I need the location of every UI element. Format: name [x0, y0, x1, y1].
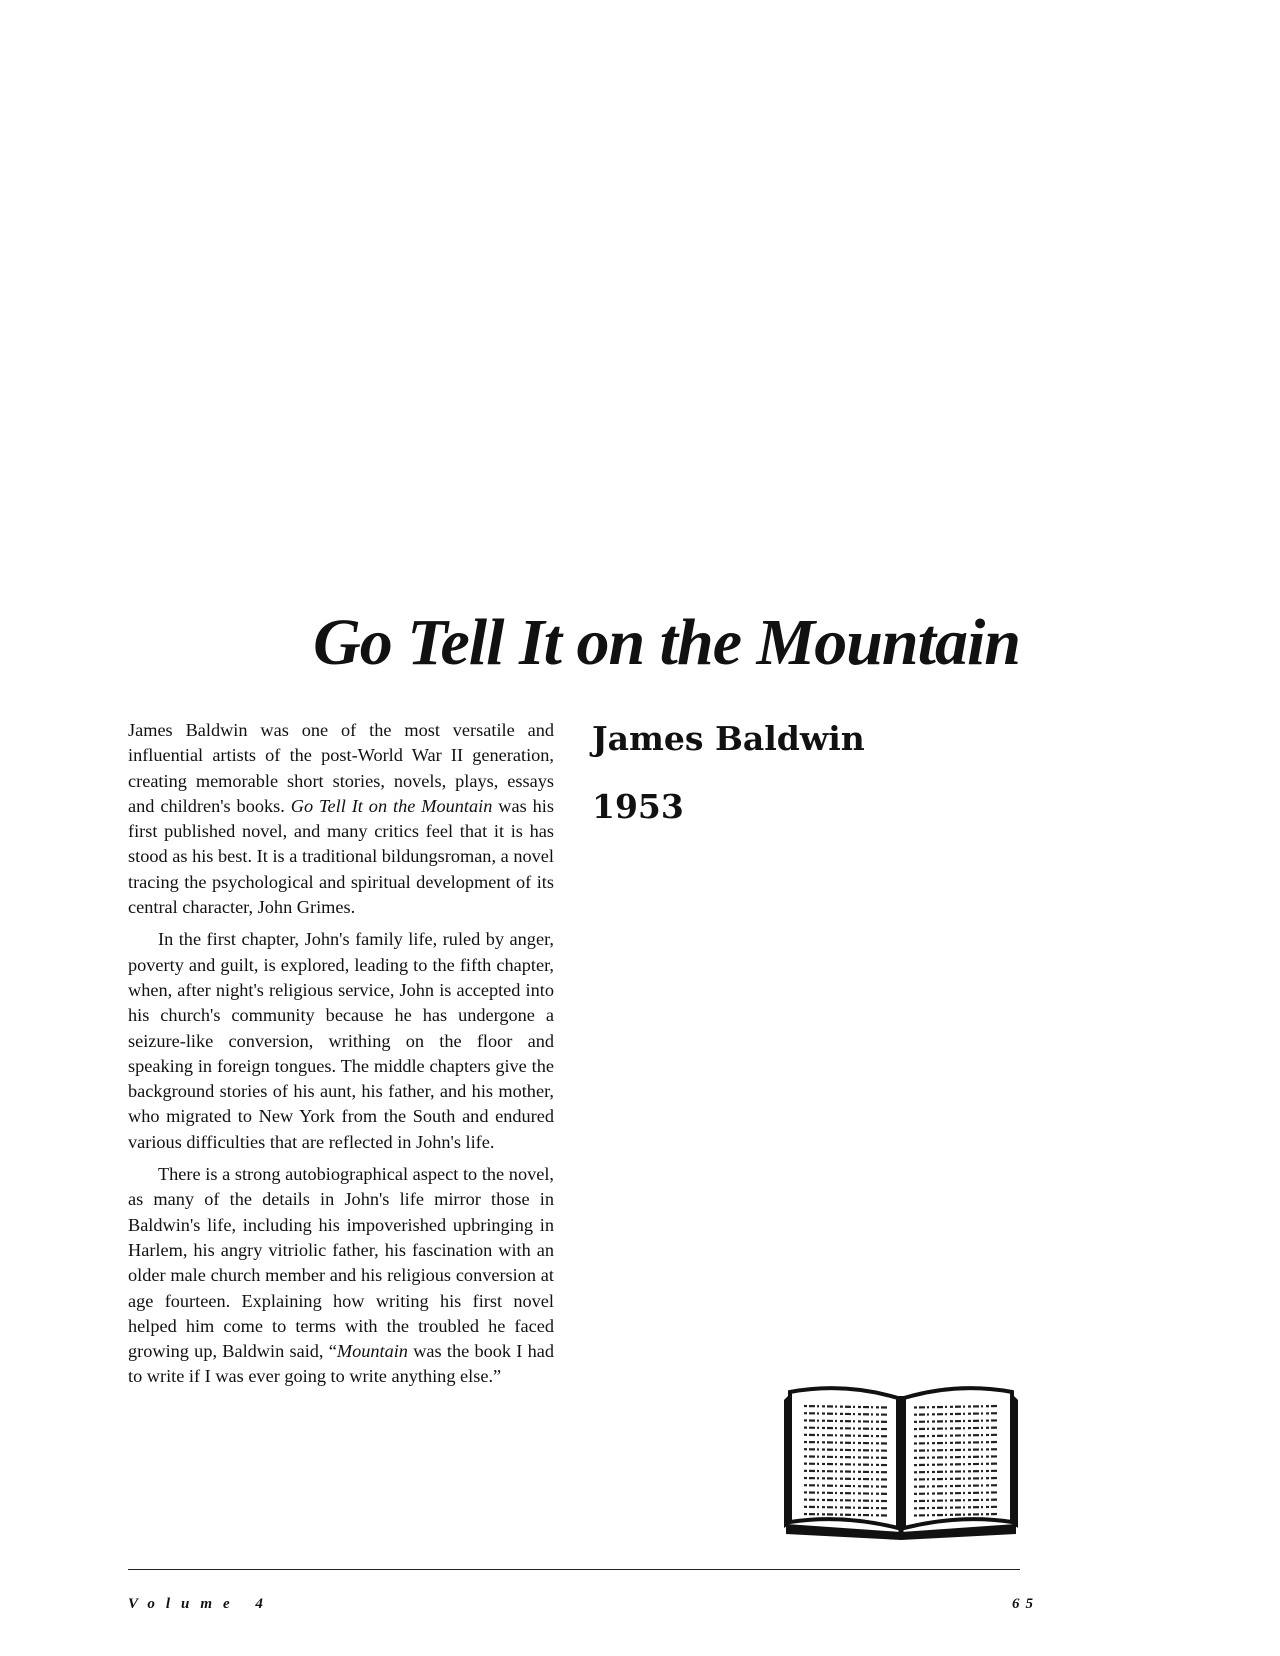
publication-year: 1953: [592, 787, 684, 826]
body-paragraph: [128, 1162, 554, 1390]
footer-divider: [128, 1569, 1020, 1570]
paragraph-text: There is a strong autobiographical aspect to the novel, as many of the details in John's life mirror those in Baldwin's life, including his impoverished upbringing in Harlem, his angry vitriolic father, his fascination with an older male church member and his religious conversion at age fourteen. Explaining how writing his first novel helped him come to terms with the troubled he faced growing up, Baldwin said, “: [128, 1164, 554, 1362]
footer-page-number: 65: [1012, 1596, 1039, 1612]
footer-volume: Volume 4: [128, 1596, 274, 1612]
paragraph-text: James Baldwin was one of the most versatile and influential artists of the post-World War II generation, creating memorable short stories, novels, plays, essays and children's books.: [128, 720, 554, 816]
body-paragraph: [128, 927, 554, 1155]
open-book-icon: [782, 1372, 1020, 1542]
paragraph-text: In the first chapter, John's family life, ruled by anger, poverty and guilt, is explored, leading to the fifth chapter, when, after night's religious service, John is accepted into his church's community because he has undergone a seizure-like conversion, writhing on the floor and speaking in foreign tongues. The middle chapters give the background stories of his aunt, his father, and his mother, who migrated to New York from the South and endured various difficulties that are reflected in John's life.: [128, 929, 554, 1152]
paragraph-text: was the book I had to write if I was ever going to write anything else.”: [128, 1341, 554, 1387]
page-title: Go Tell It on the Mountain: [313, 606, 1020, 679]
article-body: [128, 718, 554, 1397]
italic-title-reference: Mountain: [336, 1341, 408, 1362]
paragraph-text: was his first published novel, and many critics feel that it is has stood as his best. It is a traditional bildungsroman, a novel tracing the psychological and spiritual development of its central character, John Grimes.: [128, 795, 554, 918]
italic-title-reference: Go Tell It on the Mountain: [290, 795, 493, 816]
body-paragraph: [128, 718, 554, 920]
author-name: James Baldwin: [592, 719, 865, 758]
